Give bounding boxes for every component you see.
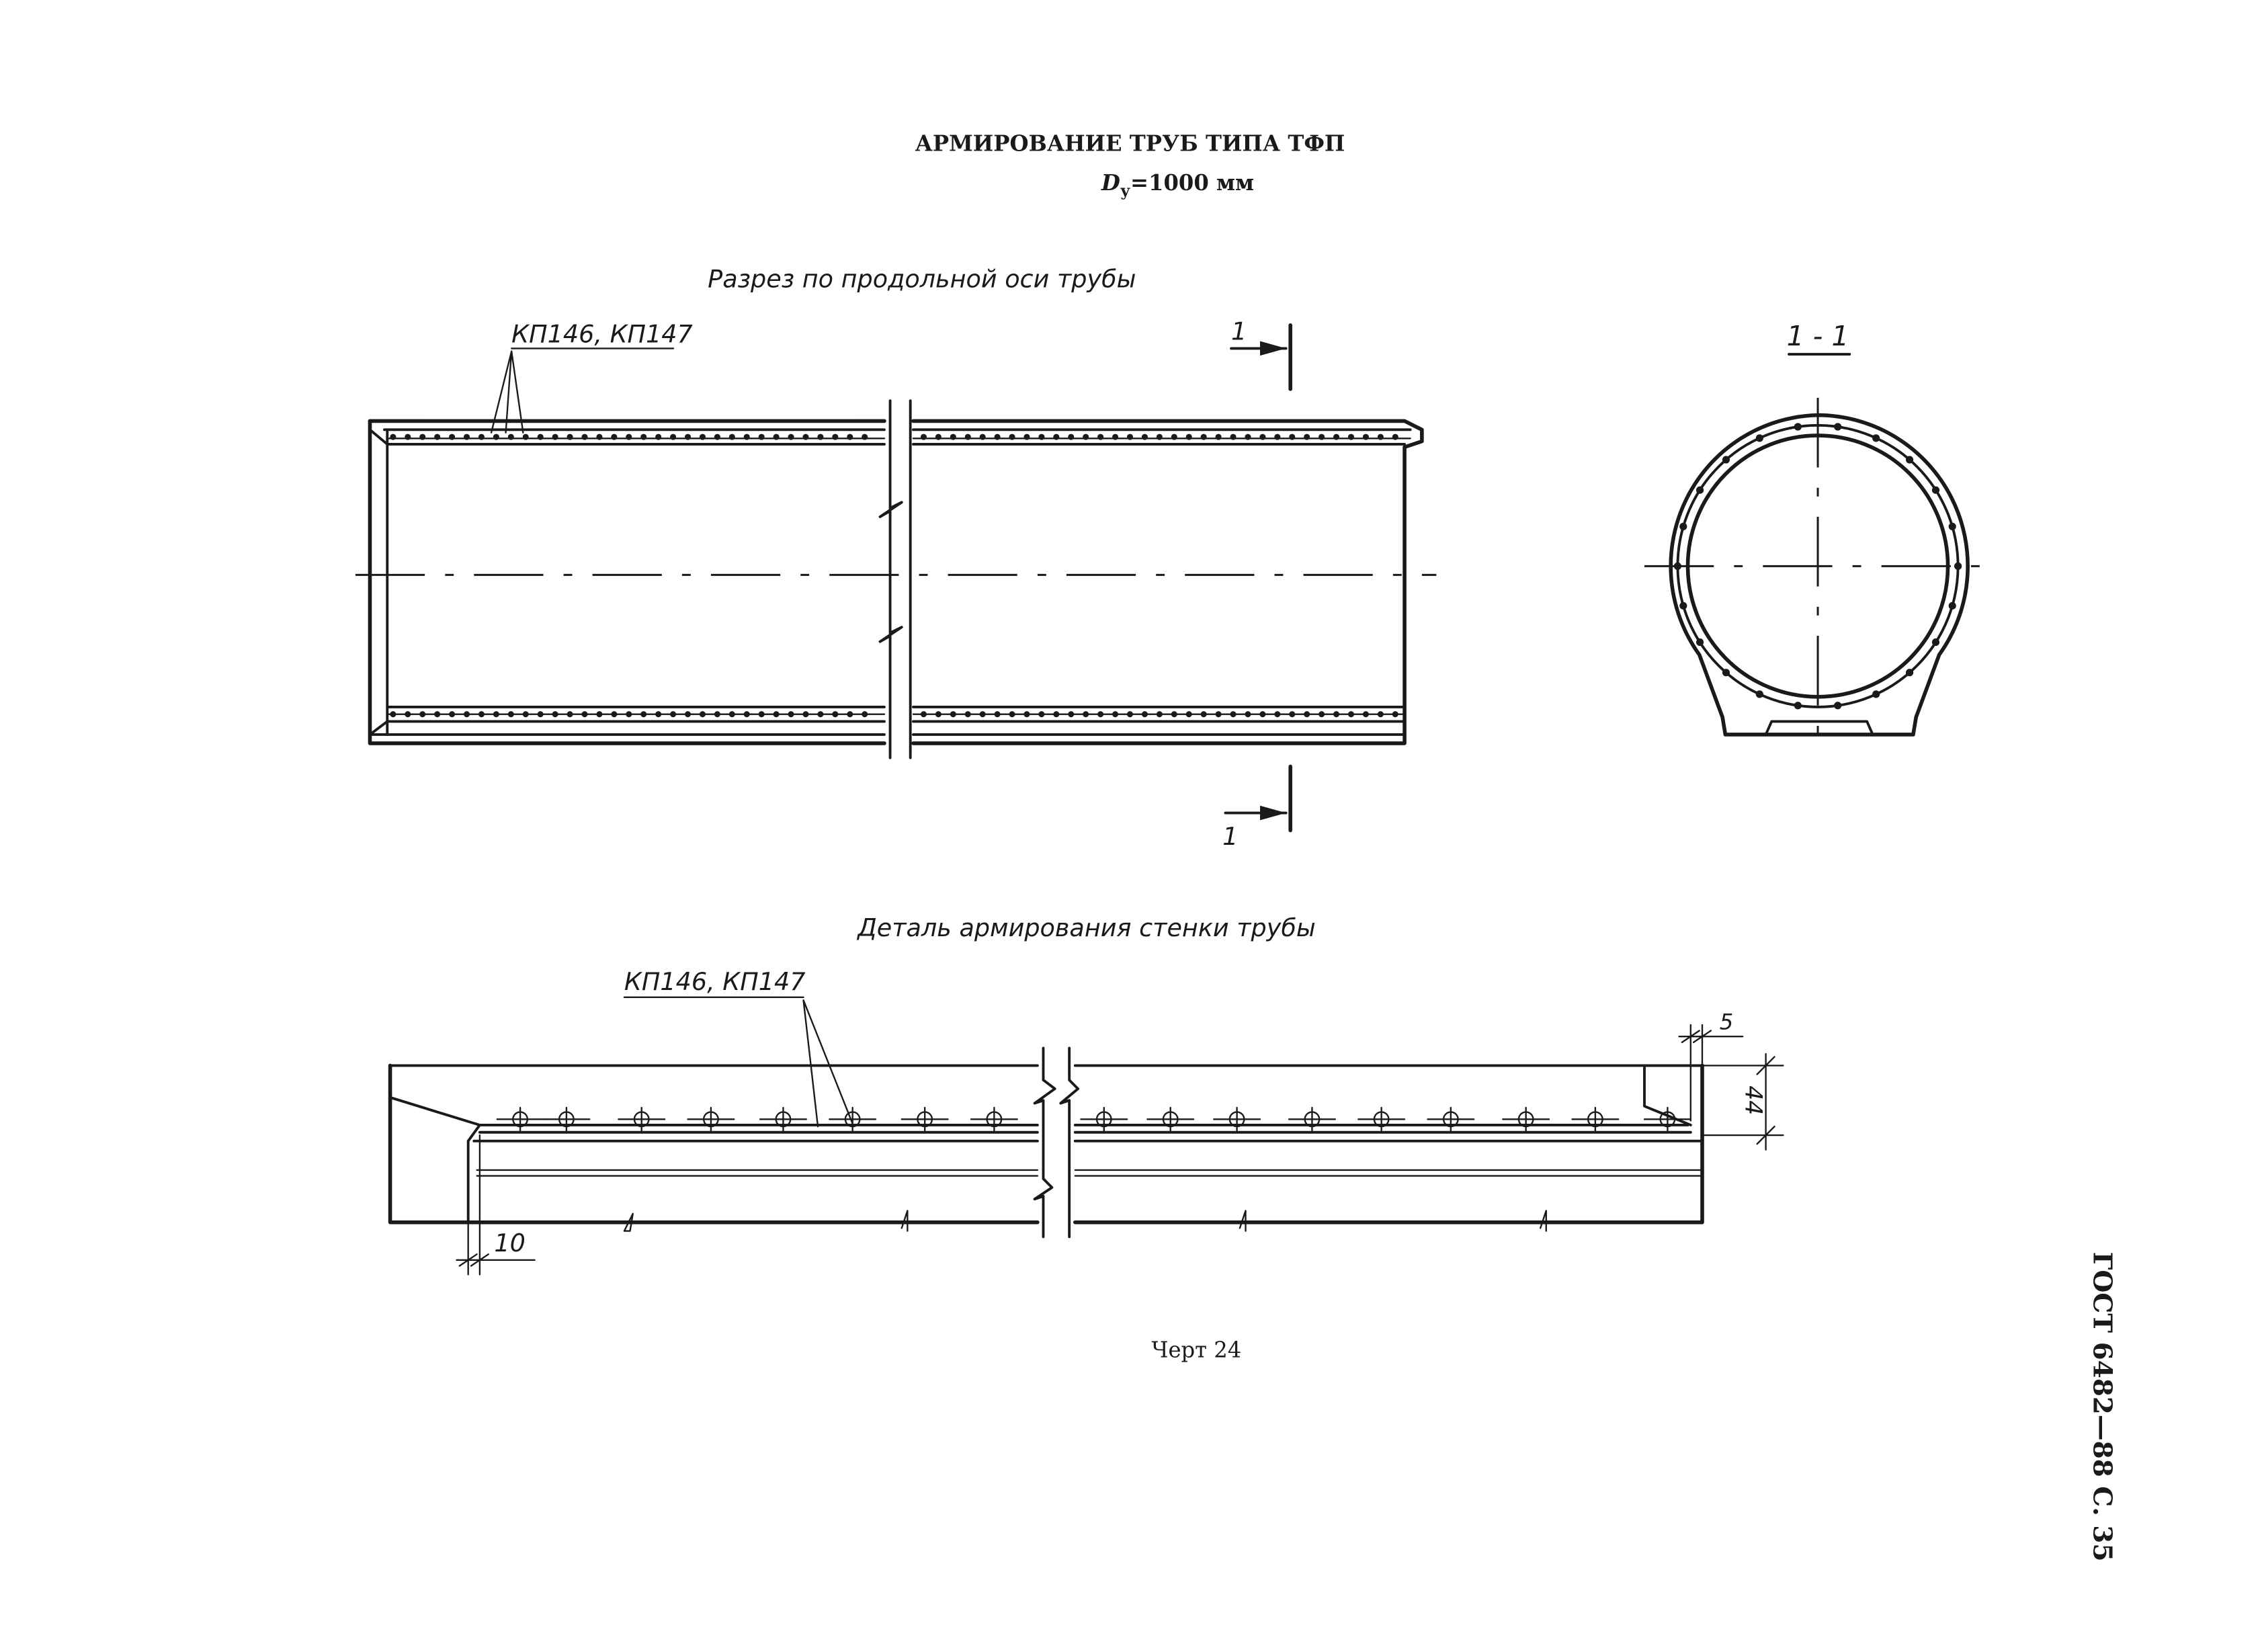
rebar-dot bbox=[921, 434, 927, 440]
rebar-dot bbox=[390, 434, 396, 440]
rebar-dot bbox=[596, 711, 602, 717]
dimension-44 bbox=[1702, 1054, 1783, 1150]
rebar-dot bbox=[1289, 711, 1295, 717]
rebar-dot bbox=[1794, 702, 1802, 709]
rebar-dot bbox=[1378, 711, 1384, 717]
rebar-dot bbox=[1259, 434, 1265, 440]
rebar-dot bbox=[1112, 711, 1118, 717]
rebar-dot bbox=[640, 434, 646, 440]
cut-mark-top bbox=[1231, 317, 1290, 389]
rebar-dot bbox=[1171, 434, 1177, 440]
document-reference: ГОСТ 6482—88 С. 35 bbox=[2087, 1251, 2118, 1562]
rebar-dot bbox=[773, 434, 780, 440]
rebar-dots-bottom bbox=[390, 711, 1398, 717]
rebar-dot bbox=[1834, 702, 1841, 709]
rebar-dot bbox=[1186, 434, 1192, 440]
rebar-dot bbox=[1274, 711, 1280, 717]
subtitle-sub: у bbox=[1120, 181, 1131, 200]
rebar-dot bbox=[759, 434, 765, 440]
rebar-dot bbox=[1230, 711, 1237, 717]
rebar-dot bbox=[1127, 711, 1133, 717]
rebar-dot bbox=[1319, 711, 1325, 717]
long-section-caption: Разрез по продольной оси трубы bbox=[708, 264, 1136, 294]
rebar-cross-lines bbox=[1214, 1108, 1260, 1131]
rebar-dot bbox=[670, 434, 676, 440]
rebar-dot bbox=[1230, 434, 1237, 440]
detail-rebar-label: КП146, КП147 bbox=[624, 966, 806, 997]
rebar-dot bbox=[935, 711, 941, 717]
cross-section-label: 1 - 1 bbox=[1786, 319, 1849, 353]
rebar-dot bbox=[611, 711, 617, 717]
rebar-dot bbox=[759, 711, 765, 717]
rebar-dot bbox=[640, 711, 646, 717]
rebar-dot bbox=[390, 711, 396, 717]
rebar-dot bbox=[464, 434, 470, 440]
rebar-dot bbox=[700, 434, 706, 440]
rebar-dot bbox=[1333, 434, 1339, 440]
rebar-dot bbox=[1186, 711, 1192, 717]
rebar-dot bbox=[847, 711, 853, 717]
rebar-dot bbox=[1378, 434, 1384, 440]
longitudinal-section bbox=[355, 401, 1436, 757]
rebar-dot bbox=[1142, 711, 1148, 717]
cut-mark-top-label: 1 bbox=[1231, 317, 1247, 346]
rebar-dot bbox=[1348, 434, 1354, 440]
rebar-dot bbox=[1834, 423, 1841, 430]
rebar-dot bbox=[1097, 434, 1103, 440]
rebar-cross-lines bbox=[760, 1108, 806, 1131]
rebar-dot bbox=[1674, 563, 1681, 570]
rebar-dot bbox=[832, 711, 838, 717]
rebar-dot bbox=[1696, 638, 1704, 646]
rebar-dot bbox=[950, 434, 956, 440]
detail-rebar-crosses bbox=[497, 1108, 1691, 1131]
rebar-dot bbox=[862, 711, 868, 717]
detail-rebar-leaders bbox=[804, 1000, 853, 1126]
rebar-dot bbox=[1363, 434, 1369, 440]
rebar-cross-lines bbox=[618, 1108, 665, 1131]
rebar-cross-lines bbox=[971, 1108, 1017, 1131]
rebar-dot bbox=[626, 434, 632, 440]
rebar-dot bbox=[523, 711, 529, 717]
subtitle-rest: =1000 мм bbox=[1130, 169, 1255, 196]
rebar-dot bbox=[980, 434, 986, 440]
rebar-cross-lines bbox=[543, 1108, 589, 1131]
rebar-dot bbox=[862, 434, 868, 440]
subtitle-main: D bbox=[1101, 169, 1120, 196]
rebar-dot bbox=[1289, 434, 1295, 440]
rebar-dot bbox=[1171, 711, 1177, 717]
rebar-dot bbox=[434, 711, 440, 717]
rebar-dot bbox=[508, 434, 514, 440]
rebar-dot bbox=[1794, 423, 1802, 430]
long-rebar-label: КП146, КП147 bbox=[511, 319, 693, 349]
rebar-dot bbox=[1157, 711, 1163, 717]
cut-mark-bottom bbox=[1222, 766, 1290, 851]
rebar-dot bbox=[1949, 602, 1956, 610]
rebar-dot bbox=[1009, 711, 1015, 717]
rebar-dot bbox=[1932, 638, 1939, 646]
rebar-dot bbox=[655, 434, 661, 440]
rebar-dot bbox=[1038, 434, 1044, 440]
rebar-cross-lines bbox=[1572, 1108, 1618, 1131]
rebar-dot bbox=[685, 711, 691, 717]
rebar-dot bbox=[1304, 711, 1310, 717]
page-subtitle bbox=[1101, 170, 1254, 200]
rebar-dot bbox=[1872, 690, 1880, 698]
rebar-dot bbox=[1112, 434, 1118, 440]
rebar-dot bbox=[1023, 434, 1030, 440]
rebar-dot bbox=[788, 711, 794, 717]
rebar-dot bbox=[773, 711, 780, 717]
rebar-dot bbox=[685, 434, 691, 440]
rebar-dot bbox=[935, 434, 941, 440]
rebar-dot bbox=[1348, 711, 1354, 717]
rebar-dot bbox=[1722, 456, 1730, 463]
rebar-dot bbox=[744, 711, 750, 717]
rebar-dot bbox=[1756, 434, 1763, 442]
rebar-cross-lines bbox=[1289, 1108, 1335, 1131]
rebar-dot bbox=[596, 434, 602, 440]
rebar-dot bbox=[1053, 434, 1059, 440]
rebar-dot bbox=[802, 434, 808, 440]
rebar-dot bbox=[1696, 487, 1704, 494]
page-title: АРМИРОВАНИЕ ТРУБ ТИПА ТФП bbox=[915, 130, 1345, 157]
rebar-dot bbox=[581, 711, 587, 717]
rebar-dot bbox=[449, 711, 455, 717]
rebar-dot bbox=[729, 434, 735, 440]
rebar-dot bbox=[508, 711, 514, 717]
rebar-dot bbox=[1142, 434, 1148, 440]
rebar-dot bbox=[1949, 523, 1956, 530]
rebar-dot bbox=[405, 434, 411, 440]
rebar-dot bbox=[1304, 434, 1310, 440]
rebar-dot bbox=[1083, 434, 1089, 440]
cut-mark-bottom-label: 1 bbox=[1222, 822, 1239, 852]
rebar-dot bbox=[1068, 434, 1074, 440]
rebar-cross-lines bbox=[1081, 1108, 1127, 1131]
rebar-dot bbox=[1932, 487, 1939, 494]
rebar-dot bbox=[1216, 711, 1222, 717]
rebar-dot bbox=[1201, 434, 1207, 440]
rebar-dot bbox=[478, 434, 485, 440]
rebar-dot bbox=[1722, 669, 1730, 676]
cross-section bbox=[1644, 398, 1994, 743]
rebar-dot bbox=[523, 434, 529, 440]
rebar-dot bbox=[1363, 711, 1369, 717]
rebar-cross-lines bbox=[688, 1108, 735, 1131]
rebar-cross-lines bbox=[1503, 1108, 1549, 1131]
rebar-dot bbox=[1319, 434, 1325, 440]
rebar-dot bbox=[419, 711, 425, 717]
rebar-dot bbox=[552, 434, 558, 440]
rebar-dot bbox=[921, 711, 927, 717]
rebar-dot bbox=[817, 711, 823, 717]
rebar-dot bbox=[552, 711, 558, 717]
rebar-dot bbox=[1245, 434, 1251, 440]
rebar-dot bbox=[567, 434, 573, 440]
rebar-cross-lines bbox=[1147, 1108, 1194, 1131]
rebar-dot bbox=[847, 434, 853, 440]
dimension-5-label: 5 bbox=[1719, 1009, 1734, 1035]
rebar-dot bbox=[567, 711, 573, 717]
rebar-dot bbox=[434, 434, 440, 440]
rebar-dot bbox=[1756, 690, 1763, 698]
rebar-dot bbox=[1127, 434, 1133, 440]
rebar-cross-lines bbox=[902, 1108, 948, 1131]
drawing-number: Черт 24 bbox=[1151, 1337, 1242, 1363]
rebar-dot bbox=[1053, 711, 1059, 717]
rebar-dot bbox=[419, 434, 425, 440]
rebar-dot bbox=[538, 711, 544, 717]
rebar-dot bbox=[655, 711, 661, 717]
rebar-dot bbox=[1157, 434, 1163, 440]
rebar-dot bbox=[817, 434, 823, 440]
rebar-cross-lines bbox=[1644, 1108, 1691, 1131]
rebar-dot bbox=[832, 434, 838, 440]
rebar-cross-lines bbox=[1427, 1108, 1474, 1131]
rebar-dot bbox=[1009, 434, 1015, 440]
rebar-cross-lines bbox=[497, 1108, 544, 1131]
rebar-dot bbox=[1906, 456, 1913, 463]
rebar-dot bbox=[1245, 711, 1251, 717]
rebar-dot bbox=[995, 711, 1001, 717]
rebar-dot bbox=[965, 711, 971, 717]
rebar-cross-lines bbox=[1358, 1108, 1405, 1131]
dimension-10-label: 10 bbox=[494, 1228, 526, 1257]
rebar-dot bbox=[965, 434, 971, 440]
rebar-dot bbox=[1333, 711, 1339, 717]
dimension-44-label: 44 bbox=[1739, 1085, 1767, 1116]
rebar-dot bbox=[950, 711, 956, 717]
rebar-dot bbox=[1274, 434, 1280, 440]
rebar-dot bbox=[626, 711, 632, 717]
rebar-dot bbox=[449, 434, 455, 440]
rebar-dot bbox=[493, 434, 499, 440]
rebar-dot bbox=[1392, 711, 1398, 717]
rebar-dot bbox=[1392, 434, 1398, 440]
rebar-dot bbox=[1083, 711, 1089, 717]
rebar-dot bbox=[700, 711, 706, 717]
detail-caption: Деталь армирования стенки трубы bbox=[857, 913, 1316, 943]
rebar-dot bbox=[980, 711, 986, 717]
rebar-dot bbox=[1954, 563, 1962, 570]
rebar-dot bbox=[538, 434, 544, 440]
rebar-dot bbox=[744, 434, 750, 440]
rebar-dot bbox=[788, 434, 794, 440]
rebar-dot bbox=[1259, 711, 1265, 717]
wall-detail bbox=[390, 1048, 1702, 1237]
rebar-dot bbox=[464, 711, 470, 717]
rebar-dot bbox=[1201, 711, 1207, 717]
rebar-dot bbox=[1023, 711, 1030, 717]
rebar-dot bbox=[581, 434, 587, 440]
rebar-dot bbox=[1068, 711, 1074, 717]
rebar-dot bbox=[729, 711, 735, 717]
rebar-dot bbox=[1872, 434, 1880, 442]
rebar-dot bbox=[493, 711, 499, 717]
rebar-dot bbox=[1906, 669, 1913, 676]
rebar-dot bbox=[405, 711, 411, 717]
rebar-dots-top bbox=[390, 434, 1398, 440]
rebar-dot bbox=[802, 711, 808, 717]
rebar-dot bbox=[1216, 434, 1222, 440]
rebar-dot bbox=[995, 434, 1001, 440]
dimension-10 bbox=[456, 1135, 534, 1274]
rebar-dot bbox=[478, 711, 485, 717]
rebar-dot bbox=[714, 434, 720, 440]
rebar-dot bbox=[670, 711, 676, 717]
rebar-dot bbox=[1038, 711, 1044, 717]
rebar-dot bbox=[714, 711, 720, 717]
rebar-dot bbox=[1097, 711, 1103, 717]
rebar-cross-lines bbox=[829, 1108, 876, 1131]
rebar-dot bbox=[1679, 523, 1687, 530]
rebar-dot bbox=[611, 434, 617, 440]
rebar-dot bbox=[1679, 602, 1687, 610]
